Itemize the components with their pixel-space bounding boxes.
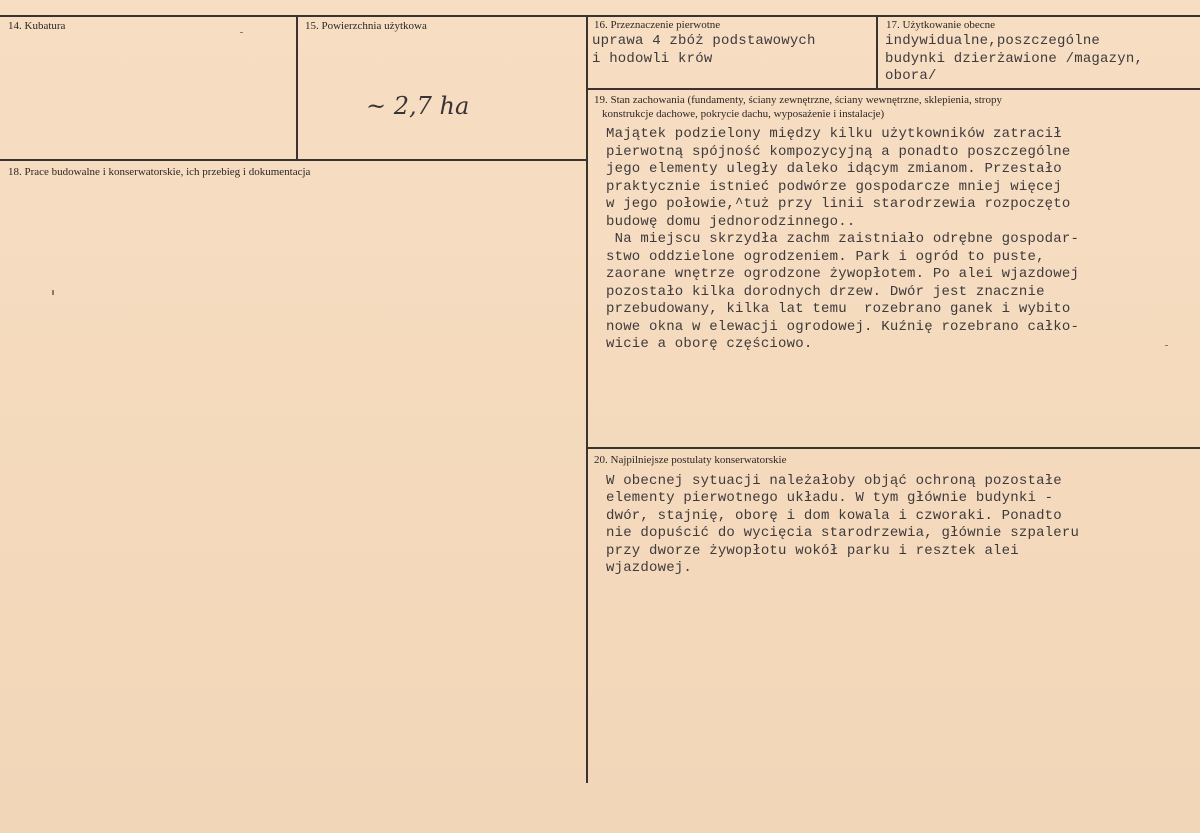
paper-speck xyxy=(240,32,243,33)
field-20-label: 20. Najpilniejsze postulaty konserwatorskie xyxy=(594,454,787,466)
divider-14-15 xyxy=(296,15,298,160)
field-20-line: wjazdowej. xyxy=(606,560,693,576)
field-19-line: przebudowany, kilka lat temu rozebrano ganek i wybito xyxy=(606,301,1071,317)
field-20-line: W obecnej sytuacji należałoby objąć ochroną pozostałe xyxy=(606,473,1062,489)
field-20-line: dwór, stajnię, oborę i dom kowala i czworaki. Ponadto xyxy=(606,508,1062,524)
field-19-line: Majątek podzielony między kilku użytkowników zatracił xyxy=(606,126,1062,142)
paper-speck xyxy=(52,290,54,295)
field-19-line: budowę domu jednorodzinnego.. xyxy=(606,214,856,230)
field-17-line: budynki dzierżawione /magazyn, xyxy=(885,51,1144,67)
field-19-line: stwo oddzielone ogrodzeniem. Park i ogród to puste, xyxy=(606,249,1045,265)
field-19-line: zaorane wnętrze ogrodzone żywopłotem. Po alei wjazdowej xyxy=(606,266,1080,282)
divider-19-20 xyxy=(587,447,1200,449)
main-vertical-divider xyxy=(586,15,588,783)
field-16-line: i hodowli krów xyxy=(592,51,713,67)
field-20-line: przy dworze żywopłotu wokół parku i resztek alei xyxy=(606,543,1019,559)
divider-15-18 xyxy=(0,159,587,161)
field-19-label: 19. Stan zachowania (fundamenty, ściany zewnętrzne, ściany wewnętrzne, sklepienia, stropy xyxy=(594,94,1002,106)
field-14-label: 14. Kubatura xyxy=(8,20,66,32)
field-20-line: nie dopuścić do wycięcia starodrzewia, głównie szpaleru xyxy=(606,525,1080,541)
field-19-line: jego elementy uległy daleko idącym zmianom. Przestało xyxy=(606,161,1062,177)
field-19-line: pozostało kilka dorodnych drzew. Dwór jest znacznie xyxy=(606,284,1045,300)
field-19-line: pierwotną spójność kompozycyjną a ponadto poszczególne xyxy=(606,144,1071,160)
field-19-line: nowe okna w elewacji ogrodowej. Kuźnię rozebrano całko- xyxy=(606,319,1080,335)
paper-speck xyxy=(1165,345,1168,346)
field-16-label: 16. Przeznaczenie pierwotne xyxy=(594,19,721,31)
field-15-handwritten-value: ~ 2,7 ha xyxy=(366,92,470,120)
divider-16-19 xyxy=(587,88,1200,90)
field-16-line: uprawa 4 zbóż podstawowych xyxy=(592,33,816,49)
field-17-line: obora/ xyxy=(885,68,937,84)
field-17-label: 17. Użytkowanie obecne xyxy=(886,19,996,31)
field-19-line: Na miejscu skrzydła zachm zaistniało odrębne gospodar- xyxy=(606,231,1080,247)
field-19-line: praktycznie istnieć podwórze gospodarcze mniej więcej xyxy=(606,179,1062,195)
divider-16-17 xyxy=(876,15,878,88)
field-15-label: 15. Powierzchnia użytkowa xyxy=(305,20,427,32)
field-19-label: konstrukcje dachowe, pokrycie dachu, wyposażenie i instalacje) xyxy=(602,108,885,120)
top-border xyxy=(0,15,1200,17)
field-20-line: elementy pierwotnego układu. W tym głównie budynki - xyxy=(606,490,1054,506)
field-19-line: w jego połowie,^tuż przy linii starodrzewia rozpoczęto xyxy=(606,196,1071,212)
field-17-line: indywidualne,poszczególne xyxy=(885,33,1101,49)
field-19-line: wicie a oborę częściowo. xyxy=(606,336,813,352)
field-18-label: 18. Prace budowalne i konserwatorskie, ich przebieg i dokumentacja xyxy=(8,166,311,178)
